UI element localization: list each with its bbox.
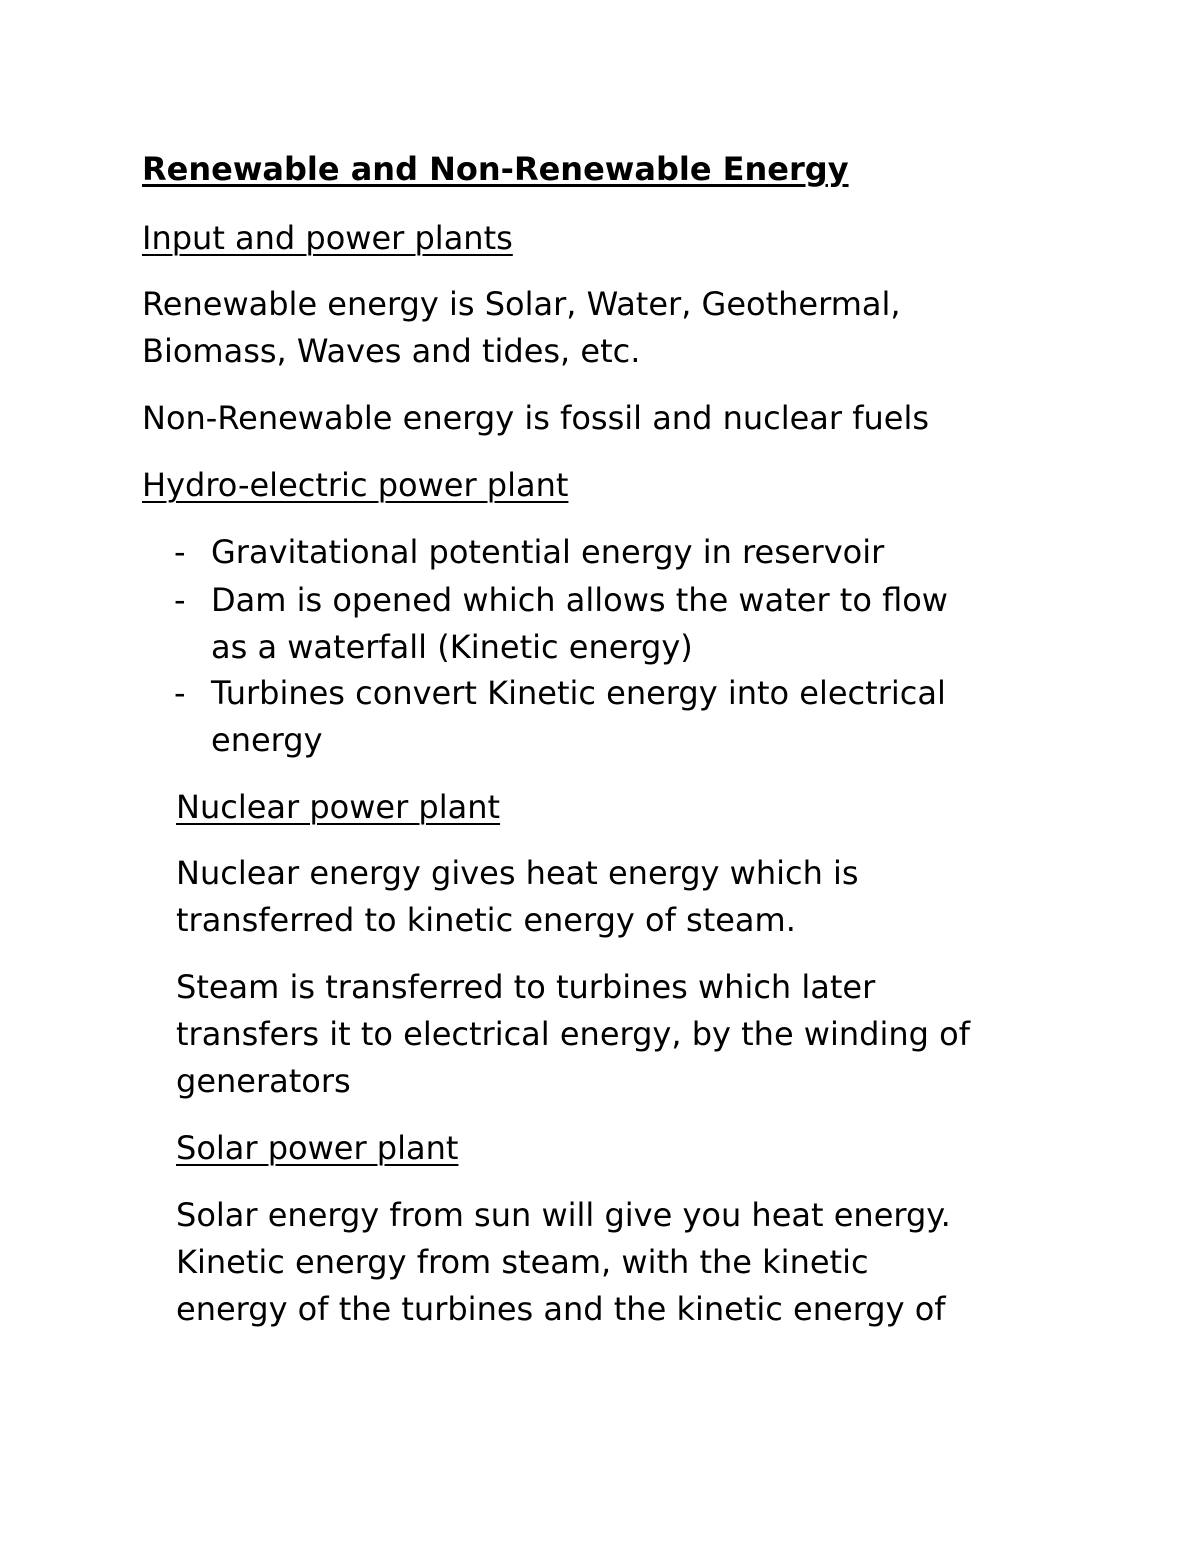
- nuclear-para-2-line-1: Steam is transferred to turbines which later: [176, 968, 876, 1006]
- hydro-bullet-3-line-1: Turbines convert Kinetic energy into electrical: [211, 674, 946, 712]
- bullet-marker: -: [174, 674, 186, 712]
- hydro-bullet-1-line-1: Gravitational potential energy in reservoir: [211, 533, 885, 571]
- bullet-marker: -: [174, 533, 186, 571]
- solar-para-line-3: energy of the turbines and the kinetic energy of: [176, 1290, 946, 1328]
- bullet-marker: -: [174, 581, 186, 619]
- nonrenewable-text: Non-Renewable energy is fossil and nuclear fuels: [142, 399, 930, 437]
- heading-solar: Solar power plant: [176, 1129, 459, 1167]
- renewable-text-line-2: Biomass, Waves and tides, etc.: [142, 332, 641, 370]
- nuclear-para-1-line-2: transferred to kinetic energy of steam.: [176, 901, 796, 939]
- heading-hydro-electric: Hydro-electric power plant: [142, 466, 569, 504]
- solar-para-line-1: Solar energy from sun will give you heat energy.: [176, 1196, 951, 1234]
- heading-nuclear: Nuclear power plant: [176, 788, 501, 826]
- nuclear-para-1-line-1: Nuclear energy gives heat energy which is: [176, 854, 859, 892]
- renewable-text-line-1: Renewable energy is Solar, Water, Geothermal,: [142, 285, 901, 323]
- hydro-bullet-2-line-2: as a waterfall (Kinetic energy): [211, 628, 693, 666]
- document-title: Renewable and Non-Renewable Energy: [142, 150, 849, 188]
- heading-input-power-plants: Input and power plants: [142, 219, 513, 257]
- hydro-bullet-3-line-2: energy: [211, 721, 323, 759]
- solar-para-line-2: Kinetic energy from steam, with the kinetic: [176, 1243, 869, 1281]
- nuclear-para-2-line-3: generators: [176, 1062, 351, 1100]
- nuclear-para-2-line-2: transfers it to electrical energy, by the winding of: [176, 1015, 970, 1053]
- hydro-bullet-2-line-1: Dam is opened which allows the water to flow: [211, 581, 948, 619]
